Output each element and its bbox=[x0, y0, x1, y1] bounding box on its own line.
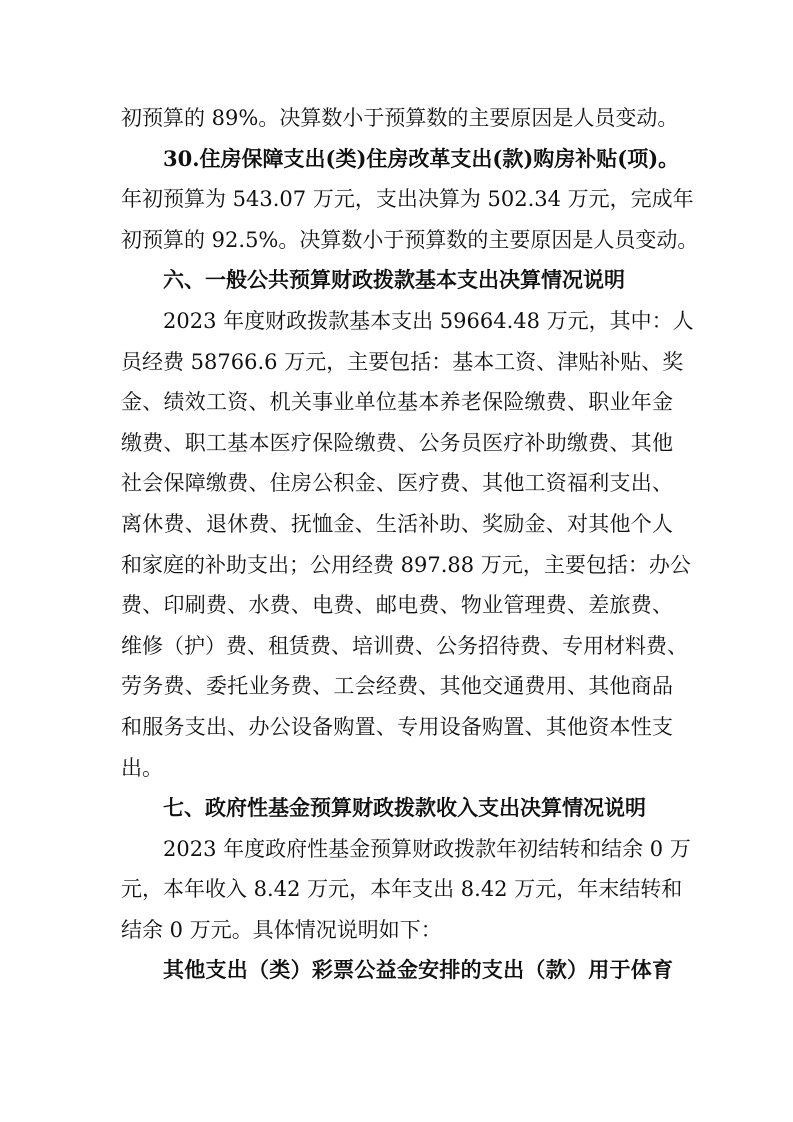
text-line-15: 劳务费、委托业务费、工会经费、其他交通费用、其他商品 bbox=[121, 674, 673, 699]
text-line-20: 元，本年收入 8.42 万元，本年支出 8.42 万元，年末结转和 bbox=[121, 877, 683, 902]
text-line-14: 维修（护）费、租赁费、培训费、公务招待费、专用材料费、 bbox=[121, 633, 688, 658]
sub-item-heading: 其他支出（类）彩票公益金安排的支出（款）用于体育 bbox=[163, 957, 673, 983]
text-line-4: 初预算的 92.5%。决算数小于预算数的主要原因是人员变动。 bbox=[121, 227, 699, 252]
text-line-13: 费、印刷费、水费、电费、邮电费、物业管理费、差旅费、 bbox=[121, 593, 673, 618]
document-page bbox=[121, 98, 699, 991]
text-line-11: 离休费、退休费、抚恤金、生活补助、奖励金、对其他个人 bbox=[121, 511, 673, 536]
text-line-12: 和家庭的补助支出；公用经费 897.88 万元，主要包括：办公 bbox=[121, 552, 691, 577]
text-line-17: 出。 bbox=[121, 755, 163, 780]
section-6-heading: 六、一般公共预算财政拨款基本支出决算情况说明 bbox=[163, 267, 625, 293]
text-line-10: 社会保障缴费、住房公积金、医疗费、其他工资福利支出、 bbox=[121, 471, 673, 496]
item-30-heading: 30.住房保障支出(类)住房改革支出(款)购房补贴(项)。 bbox=[163, 145, 680, 171]
text-line-7: 员经费 58766.6 万元，主要包括：基本工资、津贴补贴、奖 bbox=[121, 349, 684, 374]
text-line-9: 缴费、职工基本医疗保险缴费、公务员医疗补助缴费、其他 bbox=[121, 430, 673, 455]
text-line-1: 初预算的 89%。决算数小于预算数的主要原因是人员变动。 bbox=[121, 106, 679, 130]
text-line-16: 和服务支出、办公设备购置、专用设备购置、其他资本性支 bbox=[121, 714, 673, 739]
text-line-3: 年初预算为 543.07 万元，支出决算为 502.34 万元，完成年 bbox=[121, 187, 694, 212]
section-7-heading: 七、政府性基金预算财政拨款收入支出决算情况说明 bbox=[163, 795, 646, 821]
text-line-8: 金、绩效工资、机关事业单位基本养老保险缴费、职业年金 bbox=[121, 390, 673, 415]
text-line-21: 结余 0 万元。具体情况说明如下： bbox=[121, 917, 442, 942]
text-line-6: 2023 年度财政拨款基本支出 59664.48 万元，其中：人 bbox=[163, 308, 694, 333]
text-line-19: 2023 年度政府性基金预算财政拨款年初结转和结余 0 万 bbox=[163, 836, 691, 861]
